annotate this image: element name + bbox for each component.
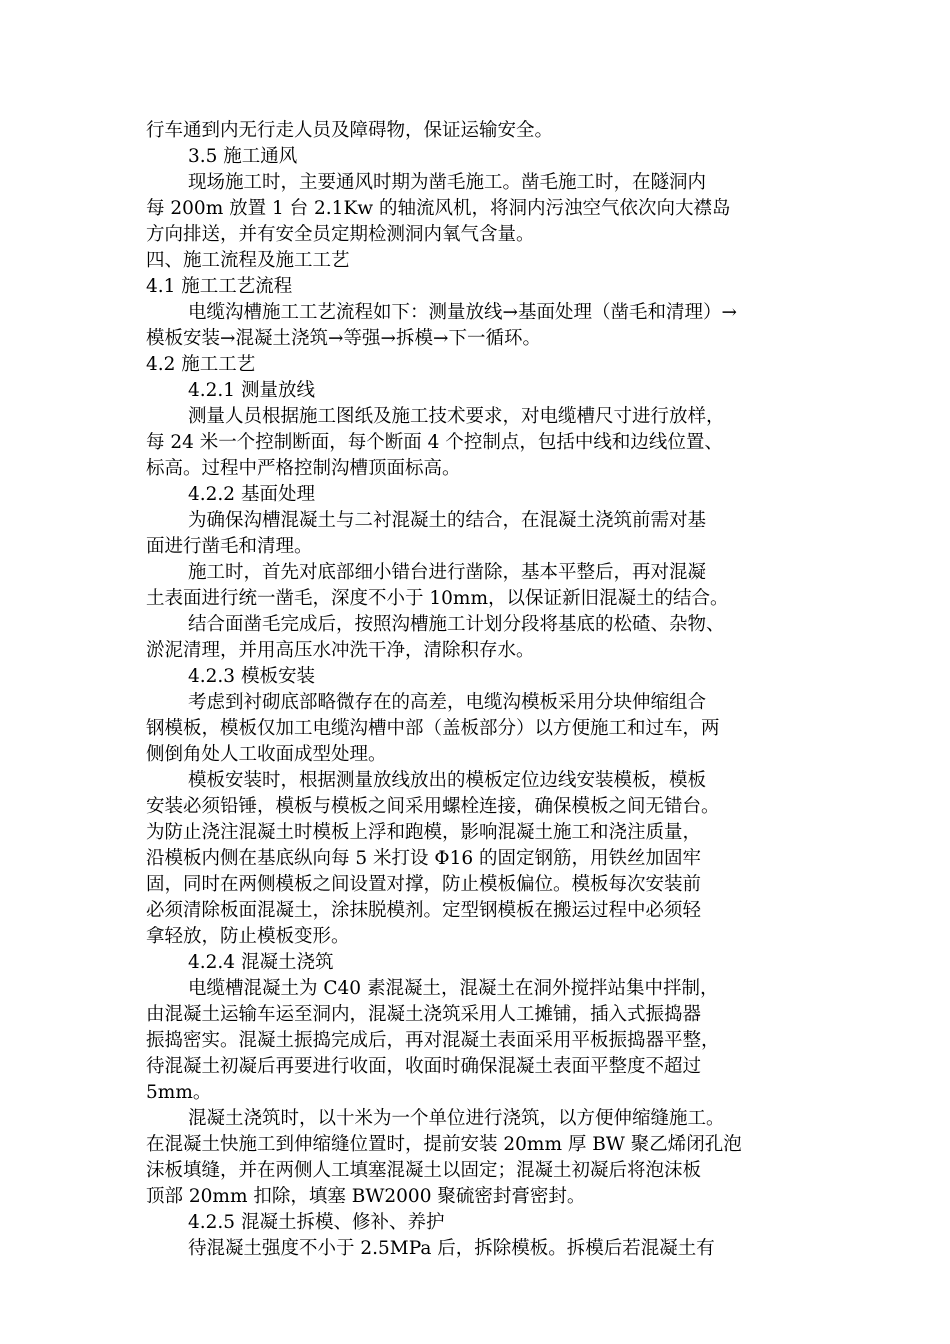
- text-line: 3.5 施工通风: [188, 146, 298, 167]
- text-line: 沿模板内侧在基底纵向每 5 米打设 Φ16 的固定钢筋，用铁丝加固牢: [146, 848, 702, 869]
- text-line: 4.1 施工工艺流程: [146, 276, 293, 297]
- text-line: 4.2.2 基面处理: [188, 484, 315, 505]
- text-line: 电缆沟槽施工工艺流程如下：测量放线→基面处理（凿毛和清理）→: [188, 302, 738, 323]
- text-line: 振捣密实。混凝土振捣完成后，再对混凝土表面采用平板振捣器平整，: [146, 1030, 720, 1051]
- text-line: 标高。过程中严格控制沟槽顶面标高。: [146, 458, 461, 479]
- text-line: 拿轻放，防止模板变形。: [146, 926, 350, 947]
- text-line: 固，同时在两侧模板之间设置对撑，防止模板偏位。模板每次安装前: [146, 874, 702, 895]
- text-line: 待混凝土初凝后再要进行收面，收面时确保混凝土表面平整度不超过: [146, 1056, 702, 1077]
- text-line: 每 24 米一个控制断面，每个断面 4 个控制点，包括中线和边线位置、: [146, 432, 723, 453]
- text-line: 4.2.3 模板安装: [188, 666, 315, 687]
- text-line: 5mm。: [146, 1082, 212, 1103]
- text-line: 淤泥清理，并用高压水冲洗干净，清除积存水。: [146, 640, 535, 661]
- text-line: 测量人员根据施工图纸及施工技术要求，对电缆槽尺寸进行放样，: [188, 406, 725, 427]
- text-line: 为防止浇注混凝土时模板上浮和跑模，影响混凝土施工和浇注质量，: [146, 822, 702, 843]
- text-line: 考虑到衬砌底部略微存在的高差，电缆沟模板采用分块伸缩组合: [188, 692, 707, 713]
- text-line: 行车通到内无行走人员及障碍物，保证运输安全。: [146, 120, 554, 141]
- text-line: 4.2.1 测量放线: [188, 380, 315, 401]
- text-line: 4.2 施工工艺: [146, 354, 256, 375]
- text-line: 土表面进行统一凿毛，深度不小于 10mm，以保证新旧混凝土的结合。: [146, 588, 729, 609]
- text-line: 由混凝土运输车运至洞内，混凝土浇筑采用人工摊铺，插入式振捣器: [146, 1004, 702, 1025]
- document-body: [146, 118, 836, 1262]
- text-line: 钢模板，模板仅加工电缆沟槽中部（盖板部分）以方便施工和过车，两: [146, 718, 720, 739]
- text-line: 面进行凿毛和清理。: [146, 536, 313, 557]
- text-line: 四、施工流程及施工工艺: [146, 250, 350, 271]
- text-line: 电缆槽混凝土为 C40 素混凝土，混凝土在洞外搅拌站集中拌制，: [188, 978, 719, 999]
- text-line: 为确保沟槽混凝土与二衬混凝土的结合，在混凝土浇筑前需对基: [188, 510, 707, 531]
- text-line: 模板安装→混凝土浇筑→等强→拆模→下一循环。: [146, 328, 542, 349]
- text-line: 模板安装时，根据测量放线放出的模板定位边线安装模板，模板: [188, 770, 707, 791]
- text-line: 侧倒角处人工收面成型处理。: [146, 744, 387, 765]
- text-line: 安装必须铅锤，模板与模板之间采用螺栓连接，确保模板之间无错台。: [146, 796, 720, 817]
- text-line: 方向排送，并有安全员定期检测洞内氧气含量。: [146, 224, 535, 245]
- text-line: 每 200m 放置 1 台 2.1Kw 的轴流风机，将洞内污浊空气依次向大襟岛: [146, 198, 731, 219]
- text-line: 4.2.4 混凝土浇筑: [188, 952, 334, 973]
- text-line: 4.2.5 混凝土拆模、修补、养护: [188, 1212, 445, 1233]
- text-line: 在混凝土快施工到伸缩缝位置时，提前安装 20mm 厚 BW 聚乙烯闭孔泡: [146, 1134, 742, 1155]
- text-line: 结合面凿毛完成后，按照沟槽施工计划分段将基底的松碴、杂物、: [188, 614, 725, 635]
- text-line: 顶部 20mm 扣除，填塞 BW2000 聚硫密封膏密封。: [146, 1186, 586, 1207]
- text-line: 沫板填缝，并在两侧人工填塞混凝土以固定；混凝土初凝后将泡沫板: [146, 1160, 702, 1181]
- text-line: 必须清除板面混凝土，涂抹脱模剂。定型钢模板在搬运过程中必须轻: [146, 900, 702, 921]
- text-line: 现场施工时，主要通风时期为凿毛施工。凿毛施工时，在隧洞内: [188, 172, 707, 193]
- text-line: 待混凝土强度不小于 2.5MPa 后，拆除模板。拆模后若混凝土有: [188, 1238, 715, 1259]
- text-line: 施工时，首先对底部细小错台进行凿除，基本平整后，再对混凝: [188, 562, 707, 583]
- text-line: 混凝土浇筑时，以十米为一个单位进行浇筑，以方便伸缩缝施工。: [188, 1108, 725, 1129]
